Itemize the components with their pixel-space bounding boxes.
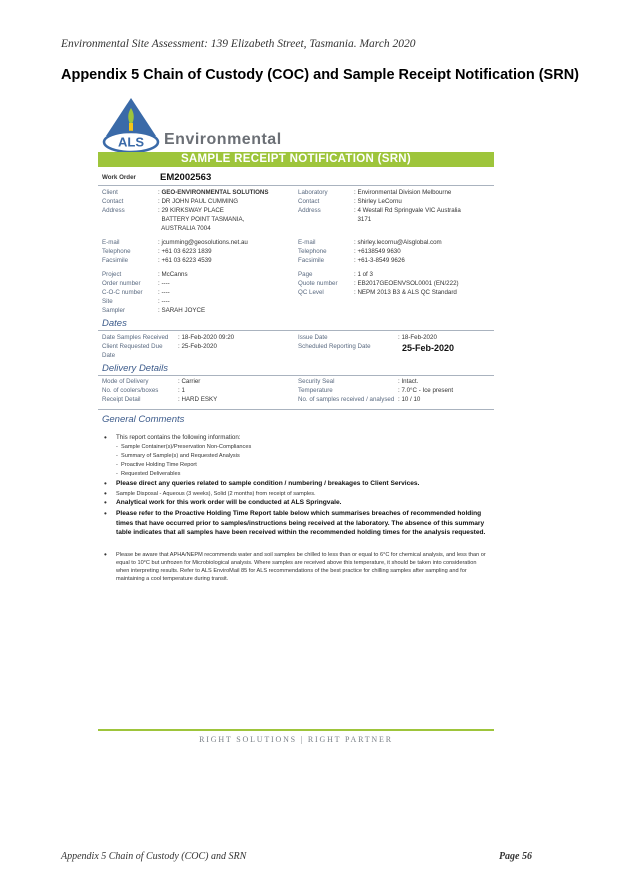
work-order-value: EM2002563 [160,172,212,183]
field-value: : Environmental Division Melbourne [354,189,452,196]
work-order-row [98,172,494,184]
page-number: Page 56 [498,851,532,862]
logo-text: ALS [118,134,144,150]
field-label: Temperature [298,387,333,394]
comment-text: Sample Disposal - Aqueous (3 weeks), Solid (2 months) from receipt of samples. [116,491,316,497]
field-label: Scheduled Reporting Date [298,343,371,350]
scheduled-reporting-date: 25-Feb-2020 [402,343,455,353]
field-value: : +6138549 9630 [354,248,401,255]
field-value: : 18-Feb-2020 09:20 [178,334,235,341]
comment-text: This report contains the following information: [116,434,241,441]
divider [98,185,494,186]
field-label: Date Samples Received [102,334,169,341]
field-value: : +61 03 6223 1839 [158,248,212,255]
comment-text: Please direct any queries related to sample condition / numbering / breakages to Client Services. [116,480,420,487]
field-value: : ---- [158,280,170,287]
field-label: Address [102,207,125,214]
bullet-icon: • [104,498,107,507]
field-label: Security Seal [298,378,335,385]
list-item: - Requested Deliverables [116,471,181,477]
work-order-label: Work Order [102,174,136,181]
srn-document [98,94,494,744]
field-value: : shirley.lecornu@Alsglobal.com [354,239,442,246]
dates-heading: Dates [102,318,127,329]
field-label: Receipt Detail [102,396,141,403]
field-value: : 10 / 10 [398,396,421,403]
field-value: : 1 [178,387,185,394]
field-label: Order number [102,280,141,287]
field-value: : SARAH JOYCE [158,307,206,314]
field-value: : 7.0°C - Ice present [398,387,454,394]
comment-text: Analytical work for this work order will be conducted at ALS Springvale. [116,499,342,506]
field-label: Telephone [298,248,327,255]
field-value: : 4 Westall Rd Springvale VIC Australia [354,207,461,214]
field-label: E-mail [102,239,120,246]
field-label: Mode of Delivery [102,378,149,385]
brand-name: Environmental [164,131,282,148]
list-item: - Proactive Holding Time Report [116,462,197,468]
list-item: - Sample Container(s)/Preservation Non-Compliances [116,444,252,450]
field-value: : +61 03 6223 4539 [158,257,212,264]
bullet-icon: • [104,509,107,518]
field-label: Client Requested Due [102,343,163,350]
field-value: : jcumming@geosolutions.net.au [158,239,248,246]
field-value: : 29 KIRKSWAY PLACE [158,207,224,214]
comment-text: Please refer to the Proactive Holding Time Report table below which summarises breaches of recommended holding times that have occurred prior to samples/instructions being received at the laboratory. The absence of this summary table indicates that all samples have been received within the recommended holding times for the analysis requested. [116,510,486,536]
field-value: BATTERY POINT TASMANIA, [161,216,245,223]
bullet-icon: • [104,433,107,442]
field-label: Issue Date [298,334,328,341]
tagline: RIGHT SOLUTIONS | RIGHT PARTNER [199,735,393,744]
field-label: QC Level [298,289,324,296]
field-value: : GEO-ENVIRONMENTAL SOLUTIONS [158,189,269,196]
field-value: : HARD ESKY [178,396,218,403]
divider [98,409,494,410]
field-label: Address [298,207,321,214]
bullet-icon: • [104,489,107,498]
comments-heading: General Comments [102,414,185,425]
field-value: : Shirley LeCornu [354,198,402,205]
list-item: - Summary of Sample(s) and Requested Analysis [116,453,240,459]
field-label: Client [102,189,118,196]
footer-divider [98,729,494,731]
field-label: Site [102,298,113,305]
field-value: : 1 of 3 [354,271,373,278]
field-value: : DR JOHN PAUL CUMMING [158,198,239,205]
field-value: 3171 [357,216,372,223]
field-label: Quote number [298,280,338,287]
field-value: : NEPM 2013 B3 & ALS QC Standard [354,289,457,296]
field-label: Laboratory [298,189,328,196]
field-value: : ---- [158,298,170,305]
field-value: : Carrier [178,378,201,385]
field-label: E-mail [298,239,316,246]
field-label: Facsimile [102,257,129,264]
field-value: : EB2017GEOENVSOL0001 (EN/222) [354,280,459,287]
field-label: No. of coolers/boxes [102,387,159,394]
field-value: AUSTRALIA 7004 [161,225,211,232]
delivery-heading: Delivery Details [102,363,168,374]
page-header: Environmental Site Assessment: 139 Elizabeth Street, Tasmania. March 2020 [61,38,416,50]
field-value: : McCanns [158,271,188,278]
field-label: Telephone [102,248,131,255]
field-value: : Intact. [398,378,419,385]
field-label: Contact [298,198,320,205]
field-label: No. of samples received / analysed [298,396,395,403]
divider [98,330,494,331]
appendix-title: Appendix 5 Chain of Custody (COC) and Sample Receipt Notification (SRN) [61,67,579,83]
field-value: : +61-3-8549 9626 [354,257,405,264]
divider [98,375,494,376]
field-label: Project [102,271,122,278]
field-value: : 18-Feb-2020 [398,334,437,341]
field-label: Sampler [102,307,126,314]
comment-text: Please be aware that APHA/NEPM recommends water and soil samples be chilled to less than or equal to 6°C for chemical analysis, and less than or equal to 10°C but unfrozen for Microbiological analysis. Where samples are received above this temperature, it should be taken into consideration when interpreting results. Refer to ALS EnviroMail 85 for ALS recommendations of the best practice for chilling samples after sampling and for maintaining a cool temperature during transit. [116,552,486,582]
bullet-icon: • [104,479,107,488]
srn-title-bar: SAMPLE RECEIPT NOTIFICATION (SRN) [98,152,494,167]
page-footer: Appendix 5 Chain of Custody (COC) and SRN [61,851,247,862]
bullet-icon: • [104,550,107,559]
field-value: : ---- [158,289,170,296]
field-label: Page [298,271,313,278]
als-logo-icon [102,96,160,154]
field-label: Facsimile [298,257,325,264]
field-value: : 25-Feb-2020 [178,343,217,350]
field-label: Contact [102,198,124,205]
field-label: C-O-C number [102,289,143,296]
field-label: Date [102,352,116,359]
